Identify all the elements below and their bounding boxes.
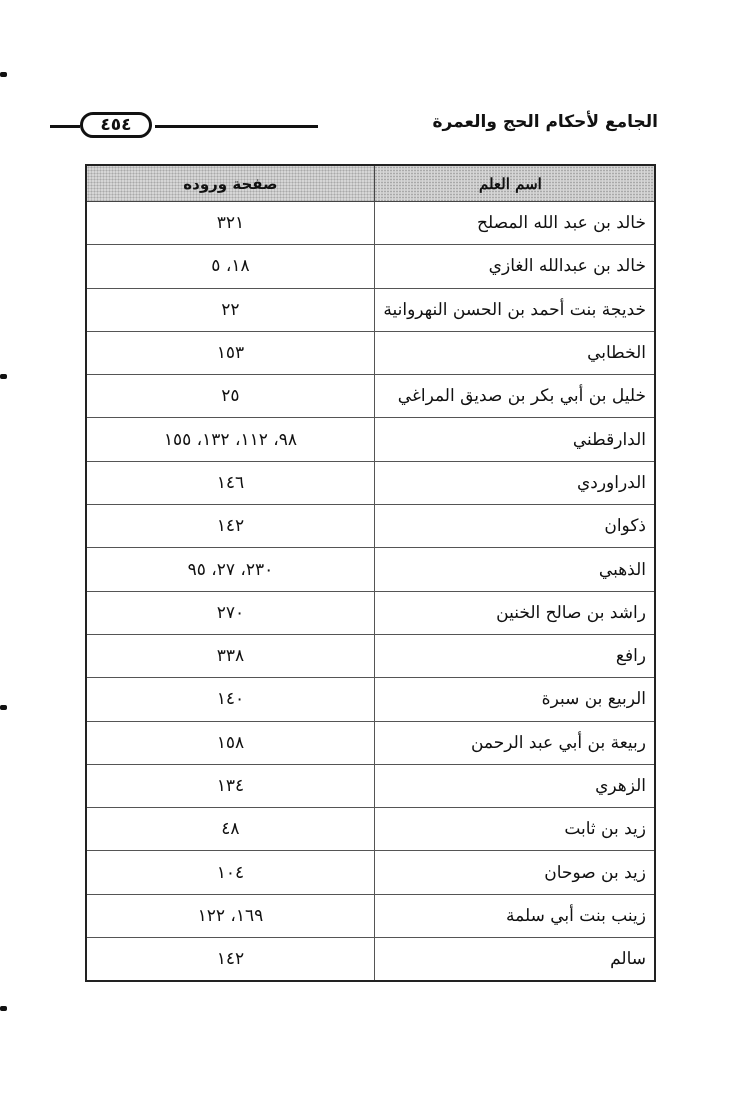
table-body [86,202,655,982]
name-cell: الخطابي [374,331,655,374]
name-cell: الدارقطني [374,418,655,461]
name-cell: سالم [374,938,655,982]
name-cell: رافع [374,634,655,677]
table-row [86,894,655,937]
pages-cell: ١٣٤ [86,764,374,807]
name-cell: ربيعة بن أبي عبد الرحمن [374,721,655,764]
pages-cell: ١٤٢ [86,938,374,982]
page-number: ٤٥٤ [80,112,152,138]
table-row [86,505,655,548]
pages-cell: ١٤٠ [86,678,374,721]
header-rule [155,125,318,128]
name-cell: ذكوان [374,505,655,548]
table-row [86,288,655,331]
name-cell: الذهبي [374,548,655,591]
name-cell: الربيع بن سبرة [374,678,655,721]
table-row [86,938,655,982]
running-header [50,108,658,144]
table-row [86,764,655,807]
pages-cell: ١٤٦ [86,461,374,504]
table-row [86,634,655,677]
table-row [86,461,655,504]
table-header-row [86,165,655,202]
table-row [86,418,655,461]
name-cell: راشد بن صالح الخنين [374,591,655,634]
name-cell: زيد بن ثابت [374,808,655,851]
name-cell: الدراوردي [374,461,655,504]
pages-cell: ٢٢ [86,288,374,331]
name-cell: خديجة بنت أحمد بن الحسن النهروانية [374,288,655,331]
table-row [86,331,655,374]
header-rule-left [50,125,80,128]
name-cell: خالد بن عبد الله المصلح [374,202,655,245]
pages-cell: ١٤٢ [86,505,374,548]
table-row [86,721,655,764]
column-header-pages: صفحة وروده [86,165,374,202]
pages-cell: ١٦٩، ١٢٢ [86,894,374,937]
name-cell: زينب بنت أبي سلمة [374,894,655,937]
column-header-name: اسم العلم [374,165,655,202]
pages-cell: ١٥٨ [86,721,374,764]
pages-cell: ٣٣٨ [86,634,374,677]
pages-cell: ٢٣٠، ٢٧، ٩٥ [86,548,374,591]
scan-mark [0,1006,7,1011]
pages-cell: ٤٨ [86,808,374,851]
table-row [86,245,655,288]
table-row [86,548,655,591]
table-row [86,591,655,634]
scan-mark [0,705,7,710]
book-title: الجامع لأحكام الحج والعمرة [432,112,658,132]
pages-cell: ٢٥ [86,375,374,418]
scan-mark [0,374,7,379]
pages-cell: ١٥٣ [86,331,374,374]
table-row [86,678,655,721]
name-cell: خليل بن أبي بكر بن صديق المراغي [374,375,655,418]
table-row [86,202,655,245]
scan-mark [0,72,7,77]
table-row [86,375,655,418]
name-cell: خالد بن عبدالله الغازي [374,245,655,288]
pages-cell: ٢٧٠ [86,591,374,634]
pages-cell: ٩٨، ١١٢، ١٣٢، ١٥٥ [86,418,374,461]
name-cell: الزهري [374,764,655,807]
table-row [86,808,655,851]
pages-cell: ٣٢١ [86,202,374,245]
names-index-table [85,164,656,982]
pages-cell: ١٨، ٥ [86,245,374,288]
name-cell: زيد بن صوحان [374,851,655,894]
pages-cell: ١٠٤ [86,851,374,894]
table-row [86,851,655,894]
